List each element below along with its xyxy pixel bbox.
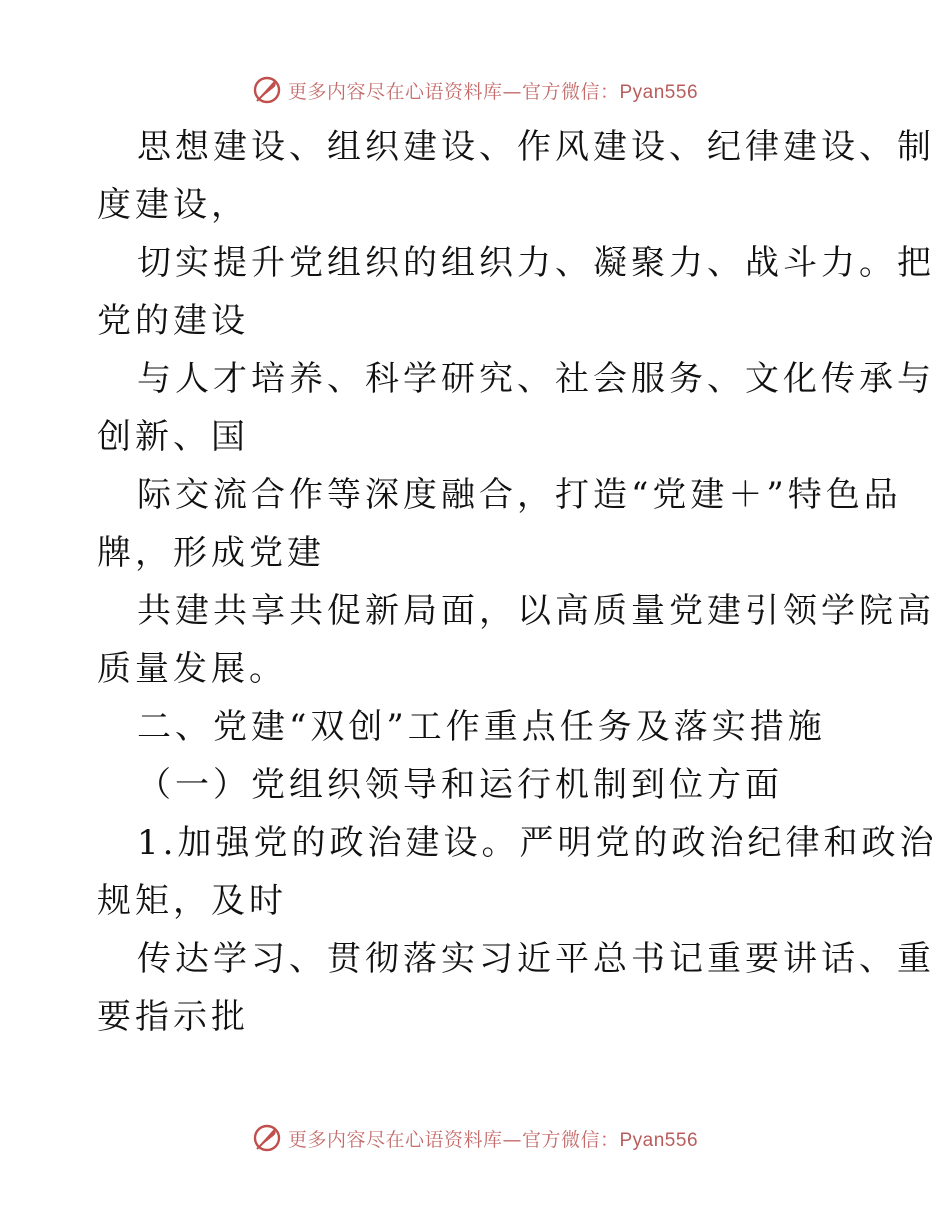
text-line: 规矩，及时: [97, 881, 287, 921]
text-line: 切实提升党组织的组织力、凝聚力、战斗力。把: [137, 243, 935, 283]
subsection-heading: （一）党组织领导和运行机制到位方面: [137, 765, 783, 805]
watermark-header: [0, 70, 950, 110]
text-line: 牌，形成党建: [97, 533, 325, 573]
text-line: 创新、国: [97, 417, 249, 457]
text-line: 1.加强党的政治建设。严明党的政治纪律和政治: [137, 823, 938, 863]
watermark-text-cn: 更多内容尽在心语资料库—官方微信：: [287, 1128, 620, 1151]
text-line: 党的建设: [97, 301, 249, 341]
watermark-text: [288, 77, 698, 104]
watermark-text: [288, 1125, 698, 1152]
feather-pen-circle-icon: [252, 1123, 282, 1153]
text-line: 思想建设、组织建设、作风建设、纪律建设、制: [137, 127, 935, 167]
section-heading: 二、党建“双创”工作重点任务及落实措施: [137, 707, 826, 747]
text-line: 度建设，: [97, 185, 249, 225]
text-line: 要指示批: [97, 997, 249, 1037]
feather-pen-circle-icon: [252, 75, 282, 105]
text-line: 际交流合作等深度融合，打造“党建＋”特色品: [137, 475, 902, 515]
watermark-footer: [0, 1118, 950, 1158]
text-line: 传达学习、贯彻落实习近平总书记重要讲话、重: [137, 939, 935, 979]
watermark-wechat-id: Pyan556: [619, 1129, 699, 1151]
watermark-text-cn: 更多内容尽在心语资料库—官方微信：: [287, 80, 620, 103]
document-body: [97, 118, 938, 1046]
text-line: 质量发展。: [97, 649, 287, 689]
text-line: 共建共享共促新局面，以高质量党建引领学院高: [137, 591, 935, 631]
text-line: 与人才培养、科学研究、社会服务、文化传承与: [137, 359, 935, 399]
watermark-wechat-id: Pyan556: [619, 81, 699, 103]
